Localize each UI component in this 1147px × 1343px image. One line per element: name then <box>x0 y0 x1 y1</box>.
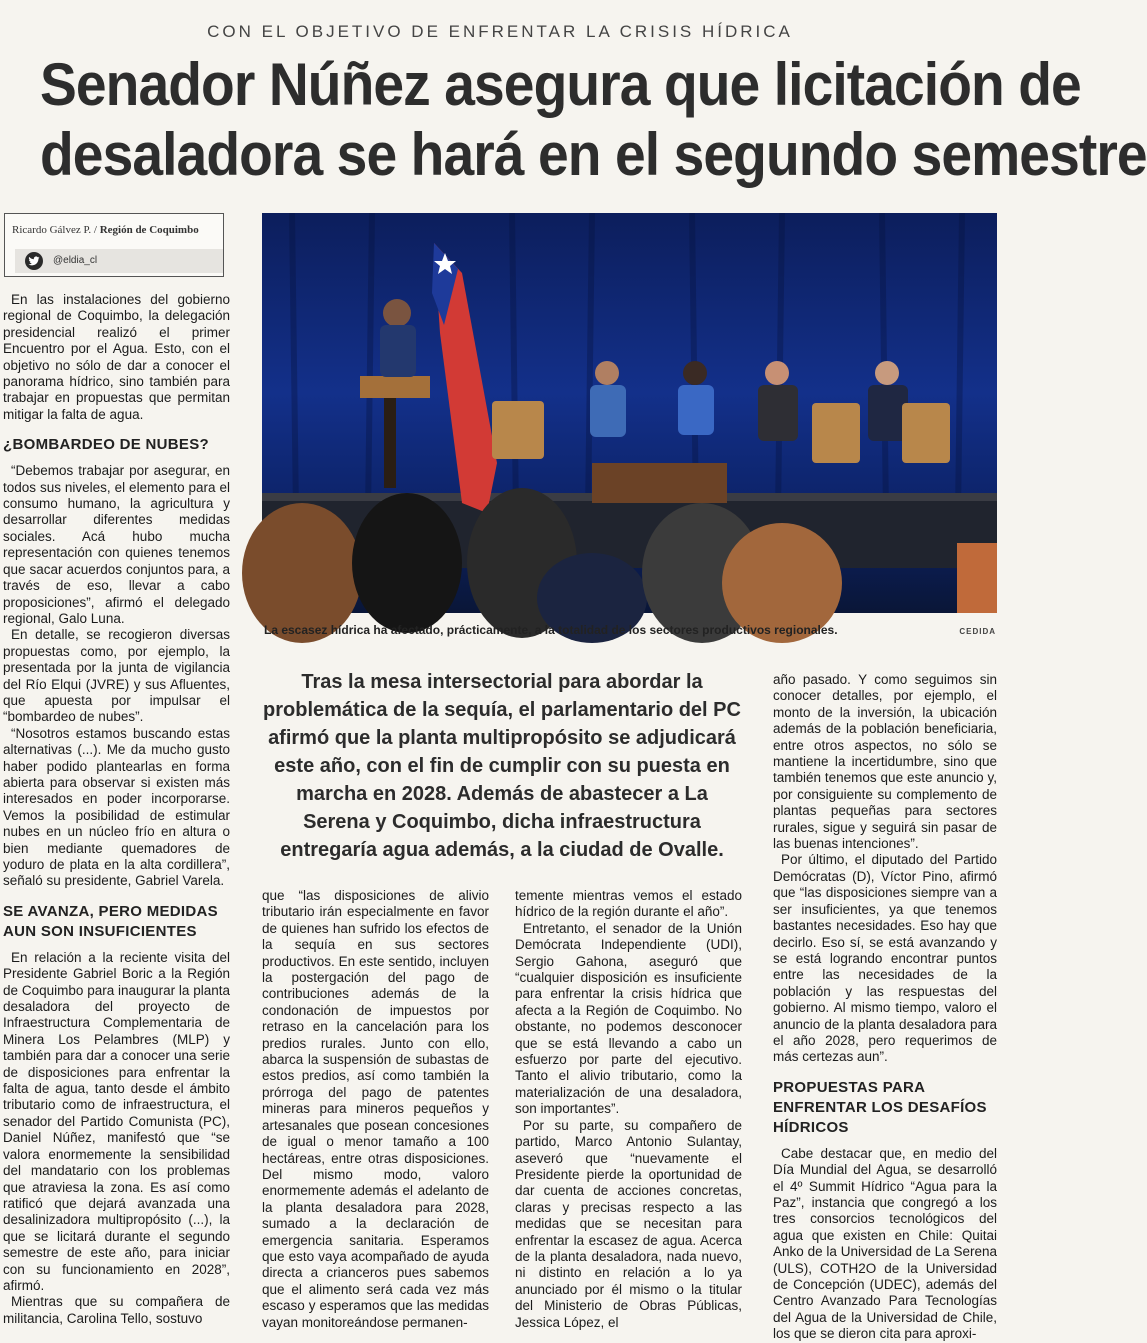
author-name: Ricardo Gálvez P. <box>12 224 92 236</box>
event-photo-illustration <box>262 213 997 613</box>
paragraph: que “las disposiciones de alivio tributario irán especialmente en favor de quienes han sufrido los efectos de la sequía en sus sectores productivos. En este sentido, incluyen la postergación del pago de contribuciones además de la condonación de impuestos por retraso en la cancelación para los predios rurales. Junto con ello, abarca la suspensión de subastas de estos predios, así como también la prórroga del pago de patentes mineras para mineros pequeños y artesanales que posean concesiones de igual o menor tamaño a 100 hectáreas, entre otras disposiciones. Del mismo modo, valoro enormemente además el adelanto de la planta desaladora para 2028, sumado a la declaración de emergencia sanitaria. Esperamos que esto vaya acompañado de ayuda directa a crianceros pues sabemos que el alimento será cada vez más escaso y esperamos que las medidas vayan monitoreándose permanen- <box>262 888 489 1330</box>
column-4 <box>773 672 997 1343</box>
lead-paragraph: Tras la mesa intersectorial para abordar la problemática de la sequía, el parlamentario del PC afirmó que la planta multipropósito se adjudicará este año, con el fin de cumplir con su puesta en marcha en 2028. Además de abastecer a La Serena y Coquimbo, dicha infraestructura entregaría agua además, a la ciudad de Ovalle. <box>263 671 741 861</box>
paragraph: Por último, el diputado del Partido Demócratas (D), Víctor Pino, afirmó que “las disposiciones siempre van a ser insuficientes, ya que tenemos bastantes necesidades. Eso hay que decirlo. Eso sí, se está avanzando y se está logrando encontrar puntos entre las necesidades de la población y las respuestas del gobierno. Al mismo tiempo, valoro el anuncio de la planta desaladora para el año 2028, pero requerimos de más certezas aun”. <box>773 852 997 1065</box>
paragraph: Entretanto, el senador de la Unión Demócrata Independiente (UDI), Sergio Gahona, aseguró que “cualquier disposición es insuficiente para enfrentar la crisis hídrica que afecta a la Región de Coquimbo. No obstante, no podemos desconocer que se está llevando a cabo un esfuerzo por parte del ejecutivo. Tanto el alivio tributario, como la materialización de una desaladora, son importantes”. <box>515 920 742 1117</box>
byline-separator: / <box>93 224 97 236</box>
section-heading: PROPUESTAS PARA ENFRENTAR LOS DESAFÍOS HÍDRICOS <box>773 1078 987 1136</box>
paragraph: En detalle, se recogieron diversas propuestas como, por ejemplo, la presentada por la junta de vigilancia del Río Elqui (JVRE) y sus Afluentes, que apuesta por impulsar el “bombardeo de nubes”. <box>3 627 230 725</box>
region-name: Región de Coquimbo <box>99 224 199 236</box>
paragraph: “Nosotros estamos buscando estas alternativas (...). Me da mucho gusto haber podido plantearlas en forma abierta para observar si existen más interesados en poder incorporarse. Vemos la posibilidad de estimular nubes en un núcleo frío en altura o bien mediante quemadores de yoduro de plata en la alta cordillera”, señaló su presidente, Gabriel Varela. <box>3 725 230 889</box>
headline-line-2: desaladora se hará en el segundo semestre <box>40 121 1147 188</box>
photo-credit: CEDIDA <box>959 627 996 636</box>
twitter-handle[interactable]: @eldia_cl <box>53 255 98 266</box>
headline-line-1: Senador Núñez asegura que licitación de <box>40 51 1081 118</box>
paragraph: Mientras que su compañera de militancia, Carolina Tello, sostuvo <box>3 1294 230 1326</box>
column-1 <box>3 292 230 1327</box>
section-heading: ¿BOMBARDEO DE NUBES? <box>3 436 210 454</box>
twitter-bar[interactable] <box>15 249 223 273</box>
paragraph: “Debemos trabajar por asegurar, en todos sus niveles, el elemento para el consumo humano, la agricultura y desarrollar diferentes medidas sociales. Acá hubo mucha representación con quienes tenemos que sacar acuerdos conjuntos para, a través de eso, llevar a cabo proposiciones”, afirmó el delegado regional, Galo Luna. <box>3 463 230 626</box>
twitter-icon <box>25 252 43 270</box>
paragraph: Por su parte, su compañero de partido, Marco Antonio Sulantay, aseveró que “nuevamente el Presidente pierde la oportunidad de dar cuenta de acciones concretas, claras y precisas respecto a las medidas que se necesitan para enfrentar la escasez de agua. Acerca de la planta desaladora, nada nuevo, ni distinto en relación a lo ya anunciado por él mismo o la titular del Ministerio de Obras Públicas, Jessica López, el <box>515 1117 742 1330</box>
column-3 <box>515 888 742 1331</box>
paragraph: En relación a la reciente visita del Presidente Gabriel Boric a la Región de Coquimbo para inaugurar la planta desaladora del proyecto de Infraestructura Complementaria de Minera Los Pelambres (MLP) y también para dar a conocer una serie de disposiciones para enfrentar la falta de agua, tanto desde el ámbito tributario como de infraestructura, el senador del Partido Comunista (PC), Daniel Núñez, manifestó que “se valora enormemente la sensibilidad del mandatario con los problemas que atraviesa la zona. Es así como ratificó que dejará avanzada una desalinizadora multipropósito (...), la que se licitará durante el segundo semestre de este año, para iniciar con su funcionamiento en 2028”, afirmó. <box>3 949 230 1293</box>
paragraph: temente mientras vemos el estado hídrico de la región durante el año”. <box>515 888 742 920</box>
kicker: CON EL OBJETIVO DE ENFRENTAR LA CRISIS HÍDRICA <box>207 22 793 41</box>
paragraph: Cabe destacar que, en medio del Día Mundial del Agua, se desarrolló el 4º Summit Hídrico “Agua para la Paz”, instancia que congregó a los tres consorcios tecnológicos del agua que existen en Chile: Quitai Anko de la Universidad de La Serena (ULS), COTH2O de la Universidad de Concepción (UDEC), además del Centro Avanzado Para Tecnologías del Agua de la Universidad de Chile, los que se dieron cita para aproxi- <box>773 1145 997 1342</box>
photo-caption: La escasez hídrica ha afectado, prácticamente, a la totalidad de los sectores productivos regionales. <box>264 623 838 637</box>
headline <box>40 50 1147 190</box>
byline-box <box>4 213 224 277</box>
byline <box>12 224 199 236</box>
column-2 <box>262 888 489 1331</box>
section-heading: SE AVANZA, PERO MEDIDAS AUN SON INSUFICIENTES <box>3 902 218 940</box>
event-photo <box>262 213 997 613</box>
paragraph: año pasado. Y como seguimos sin conocer detalles, por ejemplo, el monto de la inversión, la ubicación además de la población beneficiaria, entre otros aspectos, no sólo se mantiene la incertidumbre, sino que también tenemos que este anuncio y, por consiguiente su complemento de plantas pequeñas para sectores rurales, sigue y seguirá sin pasar de las buenas intenciones”. <box>773 672 997 852</box>
paragraph: En las instalaciones del gobierno regional de Coquimbo, la delegación presidencial realizó el primer Encuentro por el Agua. Esto, con el objetivo no sólo de dar a conocer el panorama hídrico, sino también para trabajar en propuestas que permitan mitigar la falta de agua. <box>3 292 230 422</box>
